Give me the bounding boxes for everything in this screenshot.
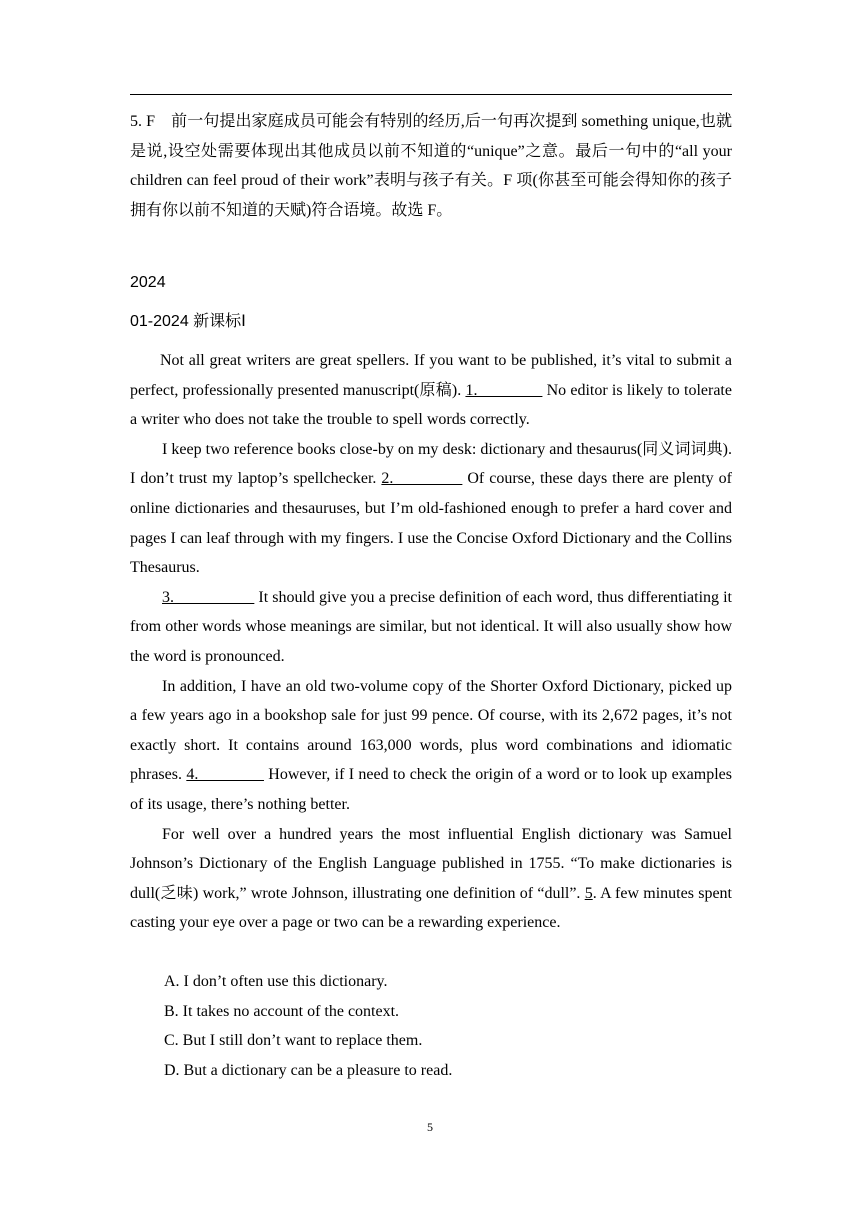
paragraph-2-text-a: I keep two reference books close-by on my desk: dictionary and thesaurus(同义词词典). I don’t trust my laptop’s spellchecker.	[130, 440, 732, 488]
option-c: C. But I still don’t want to replace them.	[164, 1032, 423, 1050]
blank-1: 1.	[465, 381, 543, 399]
blank-5: 5	[584, 884, 593, 902]
paragraph-1-text-b: No editor is likely to tolerate a writer who does not take the trouble to spell words correctly.	[130, 381, 732, 429]
paragraph-3-text-b: It should give you a precise definition of each word, thus differentiating it from other words whose meanings are similar, but not identical. It will also usually show how the word is pronounced.	[130, 588, 732, 665]
answer-options	[164, 967, 732, 1085]
blank-2: 2.	[381, 470, 463, 488]
paragraph-3	[130, 583, 732, 672]
paragraph-4	[130, 672, 732, 820]
paragraph-2-text-b: Of course, these days there are plenty of online dictionaries and thesauruses, but I’m old-fashioned enough to prefer a hard cover and pages I can leaf through with my fingers. I use the Concise Oxford Dictionary and the Collins Thesaurus.	[130, 470, 732, 577]
header-rule	[130, 94, 732, 95]
paragraph-4-text-a: In addition, I have an old two-volume copy of the Shorter Oxford Dictionary, picked up a few years ago in a bookshop sale for just 99 pence. Of course, with its 2,672 pages, it’s not exactly short. It contains around 163,000 words, plus word combinations and idiomatic phrases.	[130, 677, 732, 784]
paragraph-2	[130, 435, 732, 583]
blank-3: 3.	[162, 588, 255, 606]
option-b: B. It takes no account of the context.	[164, 1002, 400, 1020]
paragraph-4-text-b: However, if I need to check the origin of a word or to look up examples of its usage, there’s nothing better.	[130, 766, 732, 813]
paragraph-1-text-a: Not all great writers are great spellers. If you want to be published, it’s vital to submit a perfect, professionally presented manuscript(原稿).	[130, 352, 732, 399]
page-number: 5	[427, 1120, 433, 1134]
blank-4: 4.	[186, 766, 264, 784]
reading-passage	[130, 346, 732, 938]
option-a: A. I don’t often use this dictionary.	[164, 973, 388, 990]
paragraph-5-text-b: . A few minutes spent casting your eye over a page or two can be a rewarding experience.	[130, 884, 732, 932]
section-year: 2024	[130, 274, 166, 291]
paragraph-5-text-a: For well over a hundred years the most influential English dictionary was Samuel Johnson’s Dictionary of the English Language published in 1755. “To make dictionaries is dull(乏味) work,” wrote Johnson, illustrating one definition of “dull”.	[130, 825, 732, 902]
option-d: D. But a dictionary can be a pleasure to read.	[164, 1061, 453, 1079]
paragraph-5	[130, 820, 732, 938]
answer-explanation: 5. F 前一句提出家庭成员可能会有特别的经历,后一句再次提到 something unique,也就是说,设空处需要体现出其他成员以前不知道的“unique”之意。最后一句中的“all your children can feel proud of their work”表明与孩子有关。F 项(你甚至可能会得知你的孩子拥有你以前不知道的天赋)符合语境。故选 F。	[130, 113, 732, 219]
section-subtitle: 01-2024 新课标Ⅰ	[130, 313, 246, 330]
paragraph-1	[130, 346, 732, 435]
